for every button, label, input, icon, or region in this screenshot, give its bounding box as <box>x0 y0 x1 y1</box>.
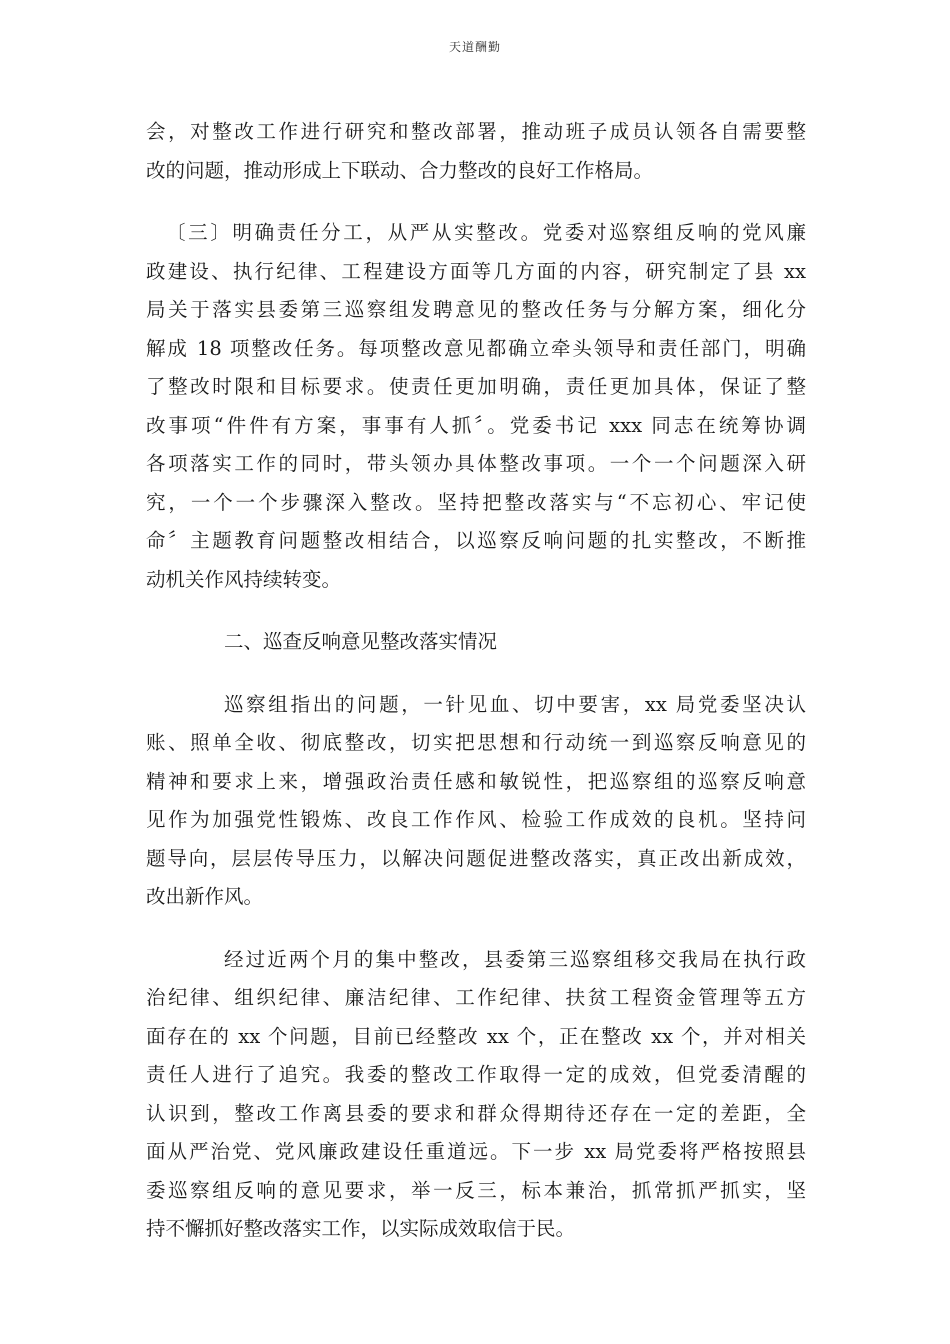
text-line: 动机关作风持续转变。 <box>146 567 342 591</box>
paragraph-1 <box>146 113 806 190</box>
document-body <box>146 113 806 1273</box>
page-header: 天道酬勤 <box>448 40 501 54</box>
text-line: 会，对整改工作进行研究和整改部署，推动班子成员认领各自需要整 <box>146 120 806 143</box>
text-line: 了整改时限和目标要求。使责任更加明确，责任更加具体，保证了整 <box>146 375 806 398</box>
text-line: 题导向，层层传导压力，以解决问题促进整改落实，真正改出新成效， <box>146 846 806 870</box>
paragraph-2 <box>146 214 806 599</box>
section-heading: 二、巡查反响意见整改落实情况 <box>224 630 498 653</box>
text-line: 精神和要求上来，增强政治责任感和敏锐性，把巡察组的巡察反响意 <box>146 769 806 793</box>
text-line: 各项落实工作的同时，带头领办具体整改事项。一个一个问题深入研 <box>146 452 806 475</box>
text-line: 〔三〕明确责任分工，从严从实整改。党委对巡察组反响的党风廉 <box>166 221 806 244</box>
text-line: 改事项“件件有方案，事事有人抓〞。党委书记 xxx 同志在统筹协调 <box>146 413 806 437</box>
text-line: 面从严治党、党风廉政建设任重道远。下一步 xx 局党委将严格按照县 <box>146 1140 806 1163</box>
text-line: 面存在的 xx 个问题，目前已经整改 xx 个，正在整改 xx 个，并对相关 <box>146 1024 806 1048</box>
text-line: 改出新作风。 <box>146 885 264 908</box>
text-line: 改的问题，推动形成上下联动、合力整改的良好工作格局。 <box>146 158 654 182</box>
text-line: 命〞主题教育问题整改相结合，以巡察反响问题的扎实整改，不断推 <box>146 529 806 552</box>
text-line: 持不懈抓好整改落实工作，以实际成效取信于民。 <box>146 1217 576 1240</box>
text-line: 政建设、执行纪律、工程建设方面等几方面的内容，研究制定了县 xx <box>146 259 806 283</box>
text-line: 巡察组指出的问题，一针见血、切中要害，xx 局党委坚决认 <box>224 692 806 716</box>
paragraph-4 <box>146 941 806 1249</box>
text-line: 见作为加强党性锻炼、改良工作作风、检验工作成效的良机。坚持问 <box>146 808 806 831</box>
text-line: 认识到，整改工作离县委的要求和群众得期待还存在一定的差距，全 <box>146 1101 806 1125</box>
text-line: 责任人进行了追究。我委的整改工作取得一定的成效，但党委清醒的 <box>146 1063 806 1086</box>
text-line: 治纪律、组织纪律、廉洁纪律、工作纪律、扶贫工程资金管理等五方 <box>146 986 806 1009</box>
text-line: 经过近两个月的集中整改，县委第三巡察组移交我局在执行政 <box>224 947 806 971</box>
text-line: 委巡察组反响的意见要求，举一反三，标本兼治，抓常抓严抓实，坚 <box>146 1178 806 1202</box>
text-line: 解成 18 项整改任务。每项整改意见都确立牵头领导和责任部门，明确 <box>146 336 806 360</box>
text-line: 究，一个一个步骤深入整改。坚持把整改落实与“不忘初心、牢记使 <box>146 490 806 514</box>
text-line: 局关于落实县委第三巡察组发聘意见的整改任务与分解方案，细化分 <box>146 298 806 321</box>
paragraph-3 <box>146 686 806 917</box>
text-line: 账、照单全收、彻底整改，切实把思想和行动统一到巡察反响意见的 <box>146 731 806 754</box>
